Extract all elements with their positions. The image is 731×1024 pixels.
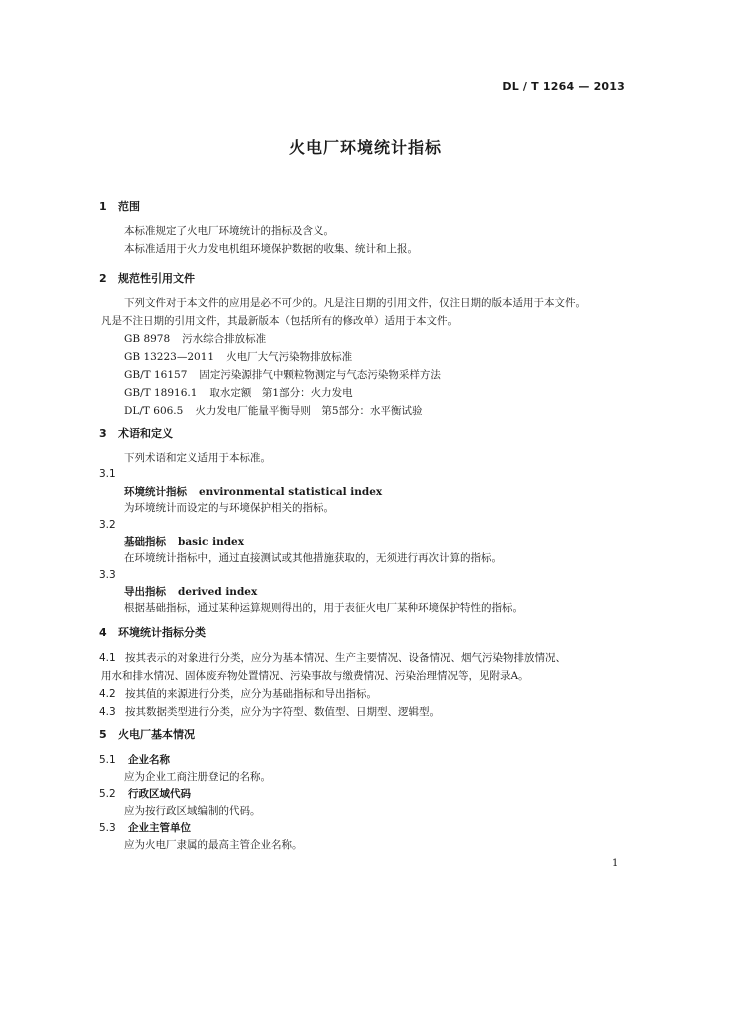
term-heading: 环境统计指标 environmental statistical index [124, 486, 383, 498]
clause-definition: 应为企业工商注册登记的名称。 [124, 771, 271, 783]
term-number: 3.3 [99, 569, 116, 581]
term-definition: 为环境统计而设定的与环境保护相关的指标。 [124, 502, 334, 514]
section-2-para-line-1: 下列文件对于本文件的应用是必不可少的。凡是注日期的引用文件，仅注日期的版本适用于本文件。 [124, 297, 586, 309]
section-2-heading: 2 规范性引用文件 [99, 272, 195, 285]
term-definition: 根据基础指标，通过某种运算规则得出的，用于表征火电厂某种环境保护特性的指标。 [124, 602, 523, 614]
section-1-para-2: 本标准适用于火力发电机组环境保护数据的收集、统计和上报。 [124, 243, 418, 255]
section-3-heading: 3 术语和定义 [99, 427, 173, 440]
clause-definition: 应为火电厂隶属的最高主管企业名称。 [124, 839, 303, 851]
reference-item: GB 8978 污水综合排放标准 [124, 333, 267, 345]
clause-heading: 5.3 企业主管单位 [99, 822, 191, 834]
section-2-para-line-2: 凡是不注日期的引用文件，其最新版本（包括所有的修改单）适用于本文件。 [101, 315, 458, 327]
document-title: 火电厂环境统计指标 [288, 138, 442, 157]
standard-code: DL / T 1264 — 2013 [502, 80, 625, 93]
clause-heading: 5.1 企业名称 [99, 754, 170, 766]
section-4-heading: 4 环境统计指标分类 [99, 626, 206, 639]
clause-4-1-line-1: 4.1 按其表示的对象进行分类，应分为基本情况、生产主要情况、设备情况、烟气污染物排放情况、 [99, 652, 566, 664]
page-number: 1 [612, 858, 619, 869]
term-heading: 基础指标 basic index [124, 536, 244, 548]
clause-definition: 应为按行政区域编制的代码。 [124, 805, 261, 817]
term-definition: 在环境统计指标中，通过直接测试或其他措施获取的，无须进行再次计算的指标。 [124, 552, 502, 564]
section-1-para-1: 本标准规定了火电厂环境统计的指标及含义。 [124, 225, 334, 237]
reference-item: GB/T 16157 固定污染源排气中颗粒物测定与气态污染物采样方法 [124, 369, 441, 381]
term-heading: 导出指标 derived index [124, 586, 258, 598]
term-number: 3.2 [99, 519, 116, 531]
reference-item: GB 13223—2011 火电厂大气污染物排放标准 [124, 351, 353, 363]
reference-item: DL/T 606.5 火力发电厂能量平衡导则 第5部分：水平衡试验 [124, 405, 423, 417]
section-3-intro: 下列术语和定义适用于本标准。 [124, 452, 271, 464]
section-5-heading: 5 火电厂基本情况 [99, 728, 195, 741]
reference-item: GB/T 18916.1 取水定额 第1部分：火力发电 [124, 387, 353, 399]
clause-heading: 5.2 行政区域代码 [99, 788, 191, 800]
term-number: 3.1 [99, 468, 116, 480]
clause-4-3: 4.3 按其数据类型进行分类，应分为字符型、数值型、日期型、逻辑型。 [99, 706, 440, 718]
clause-4-1-line-2: 用水和排水情况、固体废弃物处置情况、污染事故与缴费情况、污染治理情况等，见附录A。 [101, 670, 529, 682]
section-1-heading: 1 范围 [99, 200, 140, 213]
clause-4-2: 4.2 按其值的来源进行分类，应分为基础指标和导出指标。 [99, 688, 377, 700]
